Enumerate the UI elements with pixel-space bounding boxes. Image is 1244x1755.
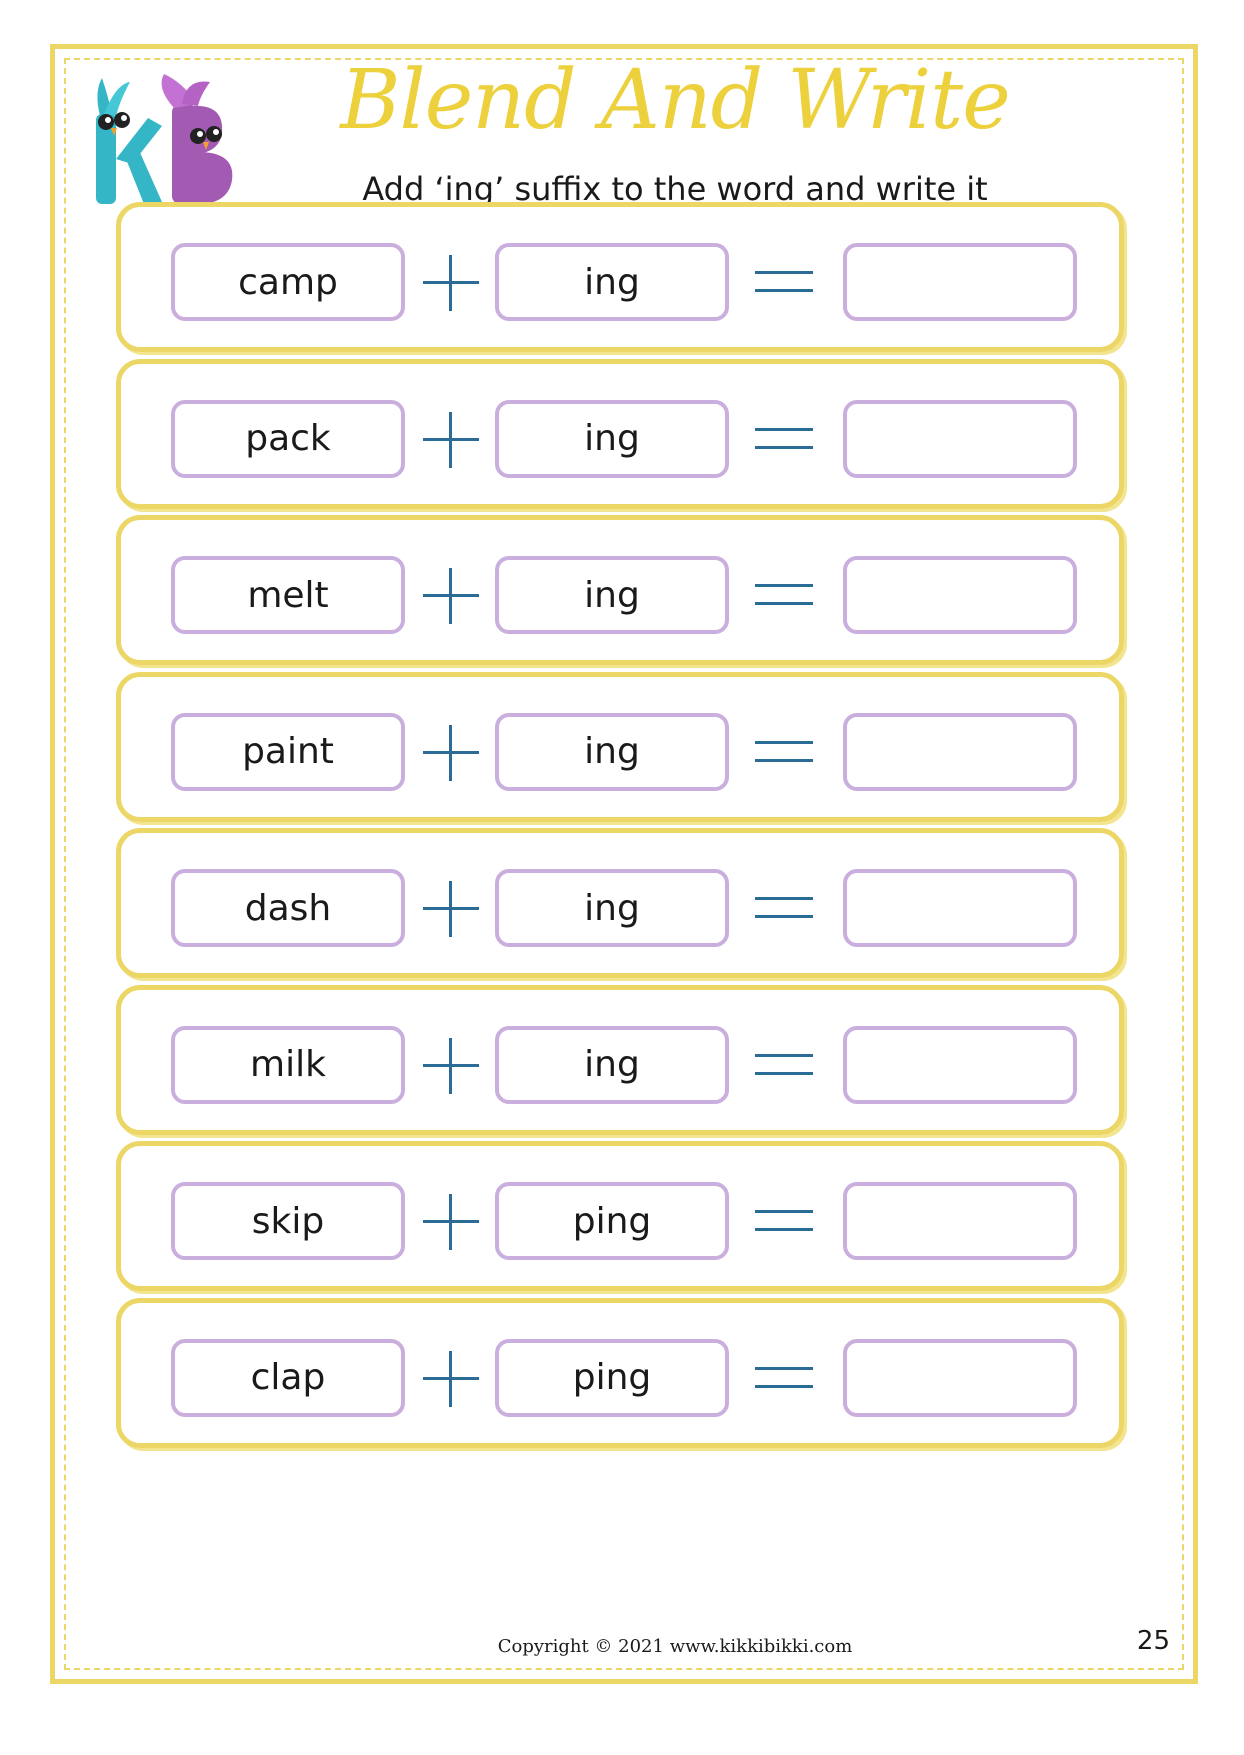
base-word-box: melt [171, 556, 405, 634]
worksheet-instructions: Add ‘ing’ suffix to the word and write it [362, 170, 988, 208]
equals-icon [755, 741, 813, 763]
base-word-box: paint [171, 713, 405, 791]
equals-icon [755, 584, 813, 606]
base-word-box: skip [171, 1182, 405, 1260]
suffix-box: ing [495, 556, 729, 634]
answer-box[interactable] [843, 243, 1077, 321]
equals-icon [755, 1210, 813, 1232]
exercise-row [116, 1298, 1124, 1448]
answer-box[interactable] [843, 1026, 1077, 1104]
answer-box[interactable] [843, 556, 1077, 634]
equals-icon [755, 428, 813, 450]
equals-icon [755, 1054, 813, 1076]
plus-icon [423, 881, 479, 937]
plus-icon [423, 1351, 479, 1407]
logo-letter-k [96, 78, 162, 204]
base-word-box: milk [171, 1026, 405, 1104]
exercise-row [116, 202, 1124, 352]
plus-icon [423, 1038, 479, 1094]
exercise-row [116, 359, 1124, 509]
suffix-box: ping [495, 1339, 729, 1417]
logo-letter-b [162, 74, 233, 204]
answer-box[interactable] [843, 869, 1077, 947]
suffix-box: ing [495, 400, 729, 478]
suffix-box: ing [495, 1026, 729, 1104]
plus-icon [423, 412, 479, 468]
kb-logo [86, 74, 246, 214]
suffix-box: ing [495, 243, 729, 321]
exercise-row [116, 515, 1124, 665]
answer-box[interactable] [843, 713, 1077, 791]
suffix-box: ing [495, 869, 729, 947]
exercise-row [116, 672, 1124, 822]
suffix-box: ping [495, 1182, 729, 1260]
base-word-box: clap [171, 1339, 405, 1417]
equals-icon [755, 271, 813, 293]
plus-icon [423, 1194, 479, 1250]
equals-icon [755, 897, 813, 919]
answer-box[interactable] [843, 400, 1077, 478]
exercise-row [116, 1141, 1124, 1291]
worksheet-title: Blend And Write [340, 53, 1010, 148]
answer-box[interactable] [843, 1339, 1077, 1417]
page-number: 25 [1136, 1626, 1170, 1656]
base-word-box: camp [171, 243, 405, 321]
plus-icon [423, 255, 479, 311]
base-word-box: dash [171, 869, 405, 947]
answer-box[interactable] [843, 1182, 1077, 1260]
base-word-box: pack [171, 400, 405, 478]
suffix-box: ing [495, 713, 729, 791]
exercise-row [116, 985, 1124, 1135]
plus-icon [423, 568, 479, 624]
copyright-footer: Copyright © 2021 www.kikkibikki.com [497, 1636, 853, 1657]
plus-icon [423, 725, 479, 781]
exercise-row [116, 828, 1124, 978]
equals-icon [755, 1367, 813, 1389]
